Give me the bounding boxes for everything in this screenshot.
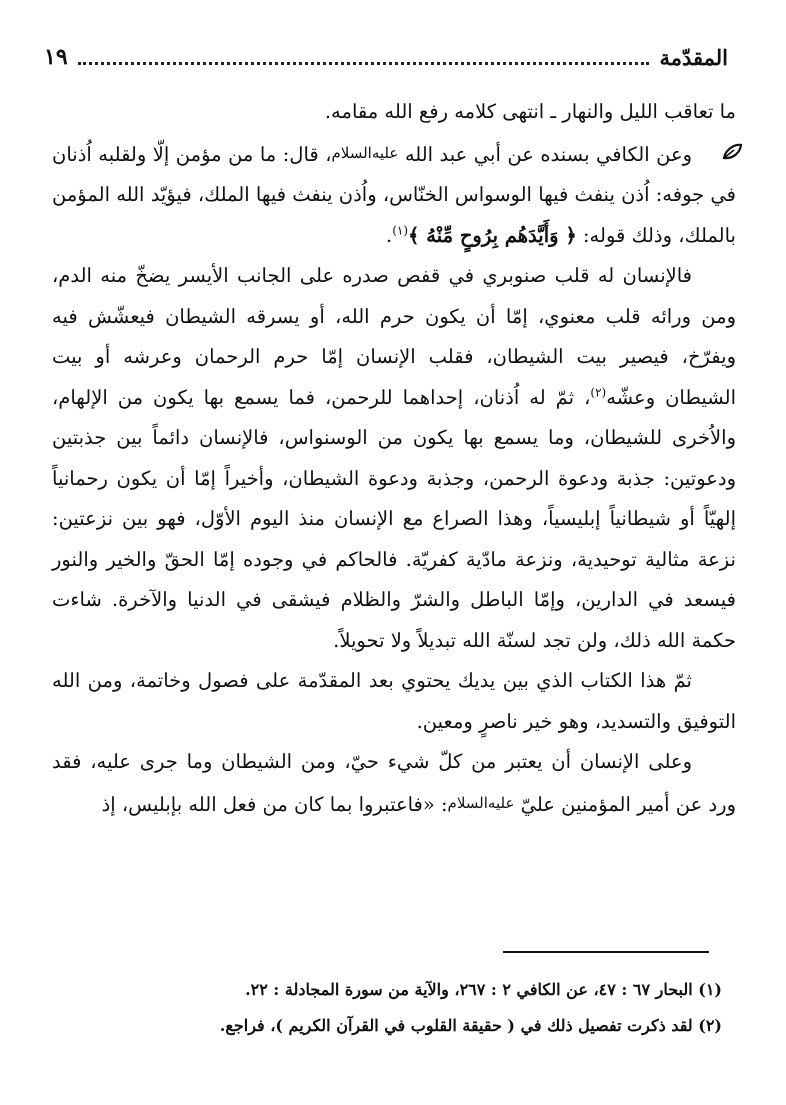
paragraph-5 <box>52 742 736 825</box>
footnotes <box>60 972 722 1044</box>
body-text <box>52 92 736 825</box>
paragraph-5-text-b: : «فاعتبروا بما كان من فعل الله بإبليس، إذ <box>101 792 448 816</box>
paragraph-2 <box>52 133 736 257</box>
paragraph-3-text-a: فالإنسان له قلب صنوبري في قفص صدره على الجانب الأيسر يضخّ منه الدم، ومن ورائه قلب معنوي، إمّا أن يكون حرم الله، أو يسرقه الشيطان فيعشّش فيه ويفرّخ، فيصير بيت الشيطان، فقلب الإنسان إمّا حرم الرحمان وعرشه أو بيت الشيطان وعشّه <box>52 264 736 409</box>
header-dotted-leader <box>78 62 650 65</box>
footnote-ref-2: (٢) <box>590 385 607 399</box>
page-number: ١٩ <box>44 44 68 70</box>
footnote-1: (١) البحار ٦٧ : ٤٧، عن الكافي ٢ : ٢٦٧، والآية من سورة المجادلة : ٢٢. <box>245 980 722 999</box>
page-title: المقدّمة <box>659 44 728 70</box>
paragraph-3 <box>52 256 736 661</box>
paragraph-2-text-a: وعن الكافي بسنده عن أبي عبد الله <box>404 142 692 166</box>
footnote-2: (٢) لقد ذكرت تفصيل ذلك في ( حقيقة القلوب في القرآن الكريم )، فراجع. <box>219 1016 722 1035</box>
leaf-ornament-icon <box>720 140 744 164</box>
footnote-separator <box>503 951 709 953</box>
paragraph-2-end: . <box>386 223 393 247</box>
honorific-mark: عليه‌السلام <box>331 143 399 162</box>
paragraph-1: ما تعاقب الليل والنهار ـ انتهى كلامه رفع الله مقامه. <box>324 100 736 123</box>
paragraph-5-text-a: وعلى الإنسان أن يعتبر من كلّ شيء حيّ، ومن الشيطان وما جرى عليه، فقد ورد عن أمير المؤمنين عليّ <box>52 750 736 816</box>
paragraph-2-text-b: ، قال: ما من مؤمن إلّا ولقلبه اُذنان في جوفه: اُذن ينفث فيها الوسواس الخنّاس، واُذن ينفث فيها الملك، فيؤيّد الله المؤمن بالملك، وذلك قوله: <box>52 142 736 247</box>
paragraph-4: ثمّ هذا الكتاب الذي بين يديك يحتوي بعد المقدّمة على فصول وخاتمة، ومن الله التوفيق والتسديد، وهو خير ناصرٍ ومعين. <box>52 669 736 733</box>
honorific-mark: عليه‌السلام <box>447 793 515 812</box>
paragraph-3-text-b: ، ثمّ له اُذنان، إحداهما للرحمن، فما يسمع بها يكون من الإلهام، والاُخرى للشيطان، وما يسمع بها يكون من الوسنواس، فالإنسان دائماً بين جذبتين ودعوتين: جذبة ودعوة الرحمن، وجذبة ودعوة الشيطان، وأخيراً إمّا أن يكون رحمانياً إلهيّاً أو شيطانياً إبليسياً، وهذا الصراع مع الإنسان منذ اليوم الأوّل، فهو بين نزعتين: نزعة مثالية توحيدية، ونزعة مادّية كفريّة. فالحاكم في وجوده إمّا الحقّ والخير والنور فيسعد في الدارين، وإمّا الباطل والشرّ والظلام فيشقى في الدنيا والآخرة. شاءت حكمة الله ذلك، ولن تجد لسنّة الله تبديلاً ولا تحويلاً. <box>52 385 736 652</box>
footnote-ref-1: (١) <box>392 223 409 237</box>
page-header <box>44 40 728 74</box>
quran-verse: ﴿ وَأَيَّدَهُم بِرُوحٍ مِّنْهُ ﴾ <box>408 223 577 247</box>
